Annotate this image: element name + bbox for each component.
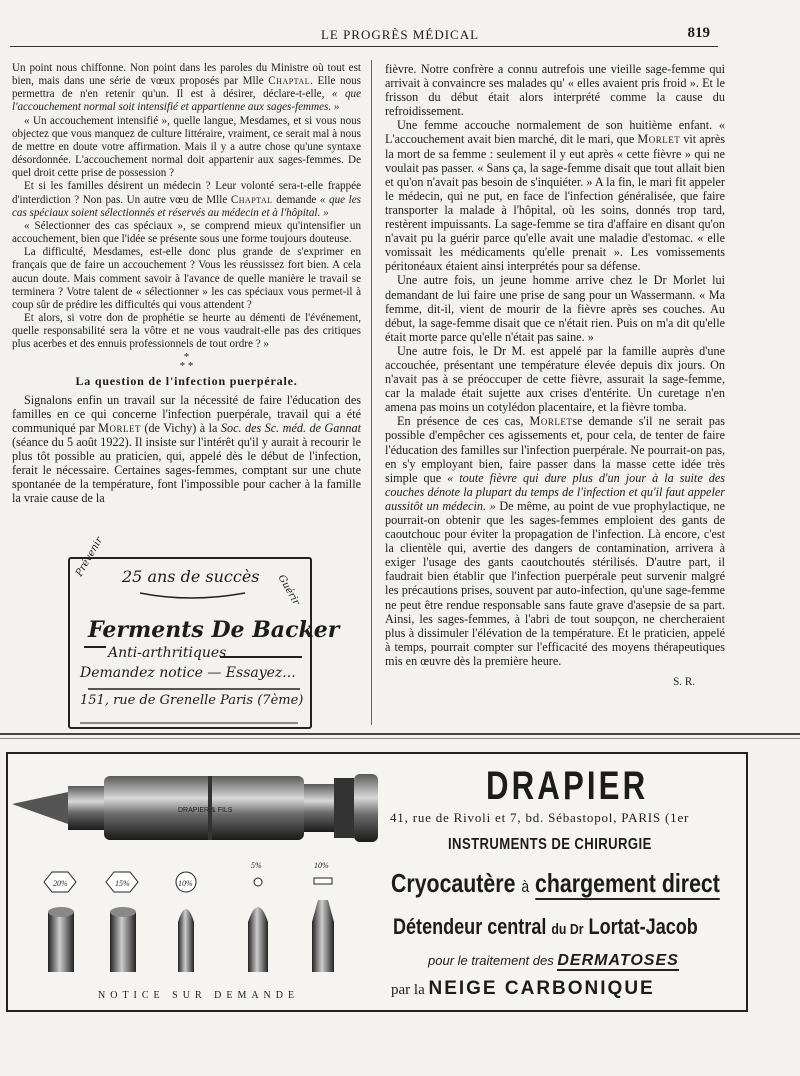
tip-10b [312,878,334,972]
ad-call-to-action: Demandez notice — Essayez... [80,665,296,681]
paragraph: Une autre fois, le Dr M. est appelé par la famille auprès d'une accouchée, présentant une température élevée depuis dix jours. On n'avait pas à se préoccuper de cette fièvre, assurait la sage-femme, car la malade était sujette aux crises d'entérite. Un curetage n'en amena pas moins un cotylédon placentaire, et la fièvre tomba. [385,343,725,415]
tip-label: 10% [314,861,329,870]
header-rule [10,46,718,47]
section-ornament: * * * [179,351,194,373]
quote: « toute fièvre qui dure plus d'un jour à la suite des couches dénote la plupart du temps de l'infection et qu'il faut appeler aussitôt un médecin. » [385,470,725,513]
page-separator [0,733,800,735]
tip-5 [248,878,268,972]
product-cryocautere: Cryocautère à chargement direct [391,868,720,898]
paragraph: Et si les familles désirent un médecin ? Leur volonté sera-t-elle frappée d'interdiction ? Non pas. Un autre vœu de Mlle Chaptal demande « que les cas spéciaux soient sélectionnés et réservés au médecin et à l'hôpital. » [12,180,361,219]
person-name: Morlet [637,132,681,147]
cryocautery-instrument-illustration [8,754,388,986]
notice-line: NOTICE SUR DEMANDE [98,990,300,1001]
paragraph: Une femme accouche normalement de son huitième enfant. « L'accouchement avait bien marché, dit le mari, que Morlet vit après la mort de sa femme : seulement il y eut après « cette fièvre » qui ne voulait pas passer. « Sans ça, la sage-femme disait que tout allait bien et qu'on n'avait pas besoin de s'inquiéter. » A la fin, le mari fit appeler le médecin, qui ne put, en face de l'infection généralisée, que faire transporter la malade à l'hôpital, où les soins, donnés trop tard, restèrent impuissants. La sage-femme se tira d'affaire en disant qu'on n'avait pu la guérir parce qu'elle avait une maladie d'estomac. « elle vomissait les médicaments qu'elle prenait ». Les vomissements péritonéaux étaient ainsi interprétés pour sa défense. [385,118,726,274]
product-detendeur: Détendeur central du Dr Lortat-Jacob [393,914,698,939]
page-number: 819 [687,25,710,41]
paragraph: « Sélectionner des cas spéciaux », se comprend mieux qu'intensifier un accouchement, bien que l'idée se présente sous une forme toujours douteuse. [12,219,361,246]
quote: « que l'accouchement normal soit intensifié et appartienne aux sages-femmes. » [12,88,362,114]
ad-tagline: 25 ans de succès [122,567,260,586]
person-name: Chaptal [230,193,273,206]
paragraph: « Un accouchement intensifié », quelle langue, Mesdames, et si vous nous objectez que vous manquez de culture littéraire, vraiment, ce serait mal à nous de mettre en doute votre affirmation. Mais il y a autre chose qu'une syntaxe désordonnée. L'accouchement normal doit appartenir aux sages-femmes. De quel droit cette prise de possession ? [12,114,361,180]
person-name: Morlet [529,414,573,429]
company-name: DRAPIER [486,764,649,808]
paragraph: Signalons enfin un travail sur la nécessité de faire l'éducation des familles en ce qui concerne l'infection puerpérale, travail qui a été communiqué par Morlet (de Vichy) à la Soc. des Sc. méd. de Gannat (séance du 5 août 1922). Il insiste sur l'intérêt qu'il y aurait à recourir le plus tôt possible au praticien, qui, appelé dès le début de l'infection, ferait le nécessaire. Certaines sages-femmes, comptant sur une chute spontanée de la température, font l'impossible pour cacher à la famille la vraie cause de la [12,392,361,506]
signature: S. R. [673,676,695,689]
society-name: Soc. des Sc. méd. de Gannat [220,420,361,435]
ferments-advertisement [68,535,340,729]
paragraph: Et alors, si votre don de prophétie se heurte au démenti de l'événement, quelle responsabilité sera la vôtre et ne vous vaudrait-elle pas des critiques plus acerbes et des ennuis professionnels de tout ordre ? » [12,311,361,351]
tip-label: 20% [53,879,68,888]
product-use: pour le traitement des DERMATOSES [428,952,679,969]
left-column [12,62,361,505]
company-address: 41, rue de Rivoli et 7, bd. Sébastopol, PARIS (1er [390,810,690,825]
paragraph: En présence de ces cas, Morletse demande s'il ne serait pas possible d'empêcher ces agissements et, pour cela, de tenter de faire l'éducation des familles sur l'infection puerpérale. Ne pourrait-on pas, en s'y employant bien, faire passer dans la masse cette idée très simple que « toute fièvre qui dure plus d'un jour à la suite des couches dénote la plupart du temps de l'infection et qu'il faut appeler aussitôt un médecin. » De même, au point de vue prophylactique, ne pourrait-on obtenir que les sages-femmes emploient des gants de caoutchouc pour éviter la propagation de l'infection. Là encore, c'est la clientèle qui, avertie des dangers de contamination, arrivera à exiger l'usage des gants caoutchoutés stérilisés. D'autre part, il faudrait bien établir que l'infection puerpérale peut survenir malgré les précautions prises, souvent par auto-infection, qu'une sage-femme ne peut être rendue responsable sans faute grave d'asepsie de sa part. Ainsi, les sages-femmes, à l'abri de tout soupçon, ne chercheraient plus à dissimuler l'élévation de la température. Et le praticien, appelé à temps, pourrait compter sur l'efficacité des moyens thérapeutiques mis en œuvre dès la première heure. [385,414,726,668]
tip-label: 5% [251,861,262,870]
ad-arc-left: Prévenir [74,535,106,579]
ad-brand: Ferments De Backer [88,617,340,643]
device-tip [12,792,68,824]
column-divider [371,60,372,725]
ad-arc-right: Guérir [275,573,302,608]
paragraph: fièvre. Notre confrère a connu autrefois une vieille sage-femme qui arrivait à convaincre ses malades qu' « elles avaient pris froid ». Et le frisson du début était alors interprété comme la cause du refroidissement. [385,62,725,119]
tip-label: 10% [178,879,193,888]
running-header: LE PROGRÈS MÉDICAL [320,27,480,42]
product-method: par la NEIGE CARBONIQUE [391,978,655,999]
section-title: La question de l'infection puerpérale. [75,374,298,389]
person-name: Morlet [98,420,141,435]
product-category: INSTRUMENTS DE CHIRURGIE [448,836,652,853]
right-column [385,62,725,689]
paragraph: Un point nous chiffonne. Non point dans les paroles du Ministre où tout est bien, mais dans une série de vœux proposés par Mlle Chaptal. Elle nous permettra de n'en retenir qu'un. Il est à désirer, déclare-t-elle, « que l'accouchement normal soit intensifié et appartienne aux sages-femmes. » [12,62,362,114]
person-name: Chaptal [268,75,311,88]
quote: « que les cas spéciaux soient sélectionnés et réservés au médecin et à l'hôpital. » [12,193,361,219]
ad-address: 151, rue de Grenelle Paris (7ème) [80,693,304,708]
paragraph: Une autre fois, un jeune homme arrive chez le Dr Morlet lui demandant de lui faire une prise de sang pour un Wassermann. « Ma femme, dit-il, vient de mourir de la fièvre après ses couches. Au début, la sage-femme disait que ce n'était rien. Puis on m'a dit qu'elle était morte parce qu'elle n'était pas saine. » [385,273,725,344]
tip-label: 15% [115,879,130,888]
paragraph: La difficulté, Mesdames, est-elle donc plus grande de s'exprimer en français que de faire un accouchement ? Vous les réussissez fort bien. A cela aucun doute. Mais comment savoir à l'avance de quelle manière le travail se terminera ? Votre talent de « sélectionner » les cas spéciaux vous permet-il à coup sûr de prédire les difficultés qui vous attendent ? [12,246,361,311]
drapier-advertisement [6,752,748,1012]
device-label: DRAPIER & FILS [178,807,233,814]
page-separator-thin [0,738,800,739]
ad-subtitle: Anti-arthritiques [108,645,227,661]
